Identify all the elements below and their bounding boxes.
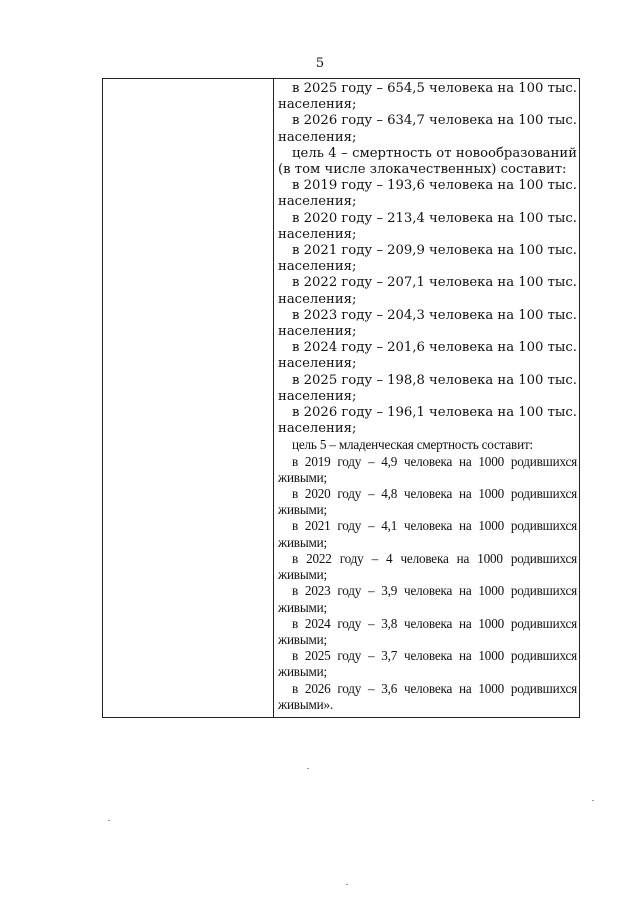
entry-lead: в 2019 году – 193,6 человека на 100 тыс.: [292, 178, 577, 194]
entry-lead: в 2026 году – 196,1 человека на 100 тыс.: [292, 405, 577, 421]
list-item: [278, 243, 577, 275]
entry-lead: в 2025 году – 654,5 человека на 100 тыс.: [292, 81, 577, 96]
entry-tail: живыми;: [278, 631, 327, 647]
entry-tail: живыми;: [278, 567, 327, 583]
scan-speck: [307, 768, 309, 769]
entry-lead: в 2024 году – 201,6 человека на 100 тыс.: [292, 340, 577, 356]
entry-lead: в 2022 году – 207,1 человека на 100 тыс.: [292, 275, 577, 291]
entry-lead: в 2025 году – 198,8 человека на 100 тыс.: [292, 372, 577, 388]
entry-lead: в 2024 году – 3,8 человека на 1000 родившихся: [292, 615, 577, 631]
entry-lead: в 2023 году – 3,9 человека на 1000 родившихся: [292, 583, 577, 599]
list-item: [278, 616, 577, 648]
entry-tail: населения;: [278, 324, 357, 340]
entry-tail: живыми;: [278, 599, 327, 615]
entry-tail: населения;: [278, 226, 357, 242]
entry-lead: в 2026 году – 634,7 человека на 100 тыс.: [292, 113, 577, 129]
list-item: [278, 113, 577, 145]
list-item: [278, 373, 577, 405]
entry-lead: в 2026 году – 3,6 человека на 1000 родившихся: [292, 680, 577, 696]
entry-lead: в 2023 году – 204,3 человека на 100 тыс.: [292, 307, 577, 323]
entry-tail: населения;: [278, 129, 357, 145]
list-item: [278, 178, 577, 210]
goal5-heading-text: цель 5 – младенческая смертность составит:: [292, 437, 533, 453]
entry-tail: населения;: [278, 291, 357, 307]
entry-lead: в 2020 году – 213,4 человека на 100 тыс.: [292, 210, 577, 226]
entry-tail: живыми;: [278, 469, 327, 485]
entry-tail: живыми».: [278, 696, 333, 712]
scan-speck: [592, 800, 594, 801]
document-table: [102, 78, 580, 718]
entry-tail: живыми;: [278, 664, 327, 680]
table-left-cell: [103, 79, 274, 717]
list-item: [278, 308, 577, 340]
entry-lead: в 2021 году – 209,9 человека на 100 тыс.: [292, 243, 577, 259]
list-item: [278, 275, 577, 307]
entry-tail: живыми;: [278, 534, 327, 550]
list-item: [278, 583, 577, 615]
entry-lead: в 2022 году – 4 человека на 1000 родившихся: [292, 550, 577, 566]
entry-tail: (в том числе злокачественных) составит:: [278, 162, 567, 178]
goal5-heading: [278, 437, 577, 453]
entry-lead: в 2020 году – 4,8 человека на 1000 родившихся: [292, 486, 577, 502]
page-number: 5: [315, 56, 325, 71]
scan-speck: [346, 884, 348, 885]
list-item: [278, 340, 577, 372]
entry-tail: населения;: [278, 421, 357, 437]
list-item: [278, 81, 577, 113]
entry-lead: цель 4 – смертность от новообразований: [292, 145, 577, 161]
entry-lead: в 2019 году – 4,9 человека на 1000 родившихся: [292, 453, 577, 469]
list-item: [278, 146, 577, 178]
list-item: [278, 681, 577, 713]
entry-tail: населения;: [278, 388, 357, 404]
entry-tail: живыми;: [278, 502, 327, 518]
list-item: [278, 518, 577, 550]
list-item: [278, 454, 577, 486]
list-item: [278, 211, 577, 243]
entry-tail: населения;: [278, 97, 357, 113]
list-item: [278, 648, 577, 680]
entry-lead: в 2025 году – 3,7 человека на 1000 родившихся: [292, 648, 577, 664]
entry-tail: населения;: [278, 194, 357, 210]
entry-tail: населения;: [278, 356, 357, 372]
scan-speck: [108, 820, 110, 821]
list-item: [278, 405, 577, 437]
entry-tail: населения;: [278, 259, 357, 275]
entry-lead: в 2021 году – 4,1 человека на 1000 родившихся: [292, 518, 577, 534]
table-right-cell: [274, 79, 579, 717]
list-item: [278, 551, 577, 583]
list-item: [278, 486, 577, 518]
